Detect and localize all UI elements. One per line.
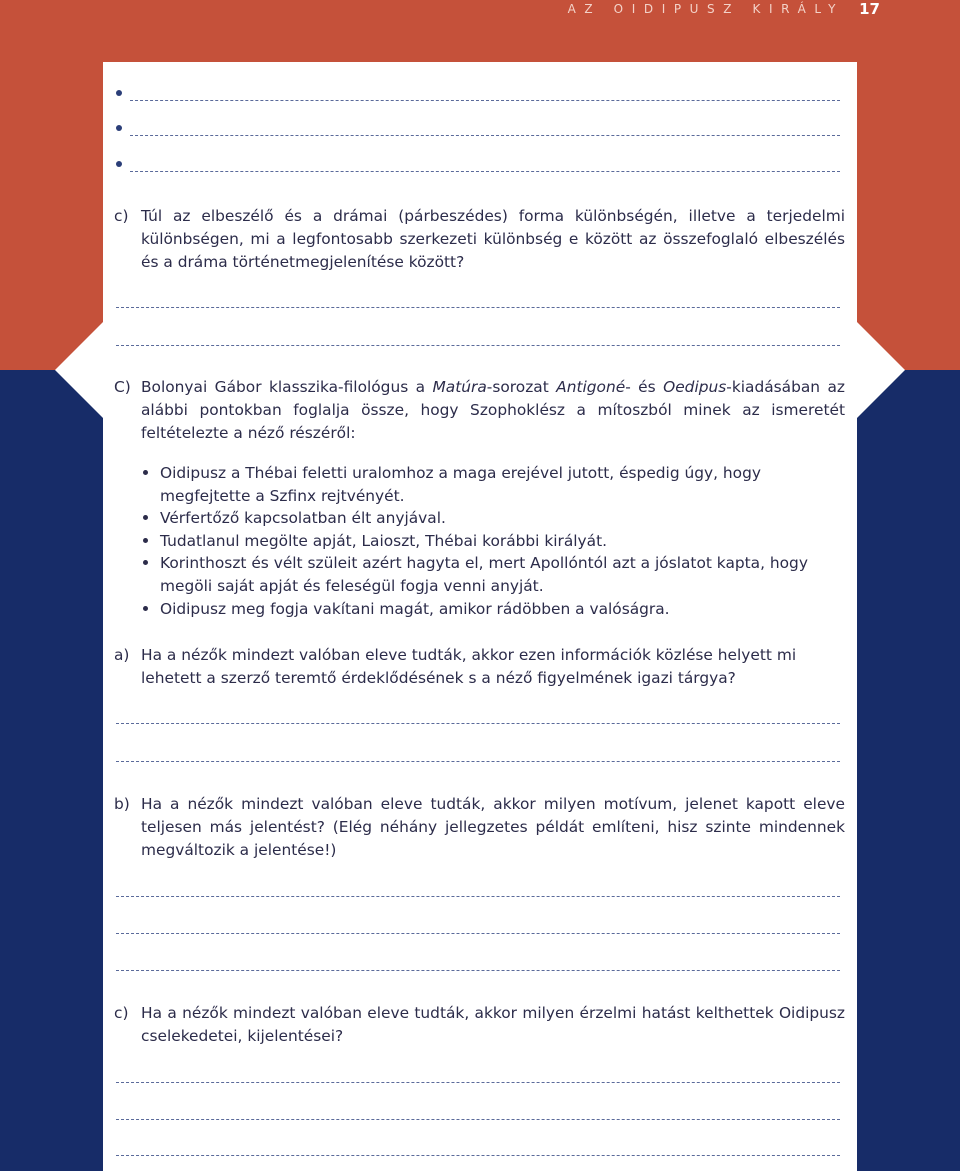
question-text: Ha a nézők mindezt valóban eleve tudták, akkor ezen információk közlése helyett mi lehetett a szerző teremtő érdeklődésének s a néző figyelmének igazi tárgya? <box>141 646 797 687</box>
list-bullet <box>143 470 148 475</box>
list-item: Vérfertőző kapcsolatban élt anyjával. <box>160 509 446 527</box>
answer-bullet <box>116 161 122 167</box>
list-bullet <box>143 515 148 520</box>
answer-line[interactable] <box>116 1119 840 1120</box>
list-item: Oidipusz a Thébai feletti uralomhoz a maga erejével jutott, éspedig úgy, hogy megfejtette a Szfinx rejtvényét. <box>160 464 761 505</box>
answer-bullet <box>116 125 122 131</box>
answer-line[interactable] <box>116 307 840 308</box>
list-bullet <box>143 538 148 543</box>
question-text: Ha a nézők mindezt valóban eleve tudták, akkor milyen motívum, jelenet kapott eleve teljesen más jelentést? (Elég néhány jellegzetes példát említeni, hisz szinte mindennek megváltozik a jelentése!) <box>141 795 845 859</box>
running-header-title: AZ OIDIPUSZ KIRÁLY <box>567 2 844 16</box>
question-label: c) <box>114 1004 129 1022</box>
answer-line[interactable] <box>130 135 840 136</box>
question-label: c) <box>114 207 129 225</box>
list-item: Korinthoszt és vélt szüleit azért hagyta el, mert Apollóntól azt a jóslatot kapta, hogy megöli saját apját és feleségül fogja venni anyját. <box>160 554 808 595</box>
answer-line[interactable] <box>116 1082 840 1083</box>
answer-line[interactable] <box>116 723 840 724</box>
question-text: Túl az elbeszélő és a drámai (párbeszédes) forma különbségén, illetve a terjedelmi különbségen, mi a legfontosabb szerkezeti különbség e között az összefoglaló elbeszélés és a dráma történetmegjelenítése között? <box>141 207 845 271</box>
list-item: Oidipusz meg fogja vakítani magát, amikor rádöbben a valóságra. <box>160 600 670 618</box>
answer-line[interactable] <box>116 345 840 346</box>
question-label: a) <box>114 646 130 664</box>
answer-line[interactable] <box>116 970 840 971</box>
answer-line[interactable] <box>116 933 840 934</box>
answer-line[interactable] <box>116 761 840 762</box>
answer-line[interactable] <box>116 1155 840 1156</box>
answer-line[interactable] <box>130 100 840 101</box>
question-label: b) <box>114 795 130 813</box>
answer-bullet <box>116 90 122 96</box>
question-text: Ha a nézők mindezt valóban eleve tudták, akkor milyen érzelmi hatást kelthettek Oidipusz cselekedetei, kijelentései? <box>141 1004 845 1045</box>
list-bullet <box>143 606 148 611</box>
answer-line[interactable] <box>116 896 840 897</box>
answer-line[interactable] <box>130 171 840 172</box>
list-item: Tudatlanul megölte apját, Laioszt, Thébai korábbi királyát. <box>160 532 608 550</box>
section-label: C) <box>114 378 131 396</box>
list-bullet <box>143 560 148 565</box>
page-number: 17 <box>859 0 880 18</box>
section-intro: Bolonyai Gábor klasszika-filológus a Matúra-sorozat Antigoné- és Oedipus-kiadásában az alábbi pontokban foglalja össze, hogy Szophoklész a mítoszból minek az ismeretét feltételezte a néző részéről: <box>141 378 845 442</box>
